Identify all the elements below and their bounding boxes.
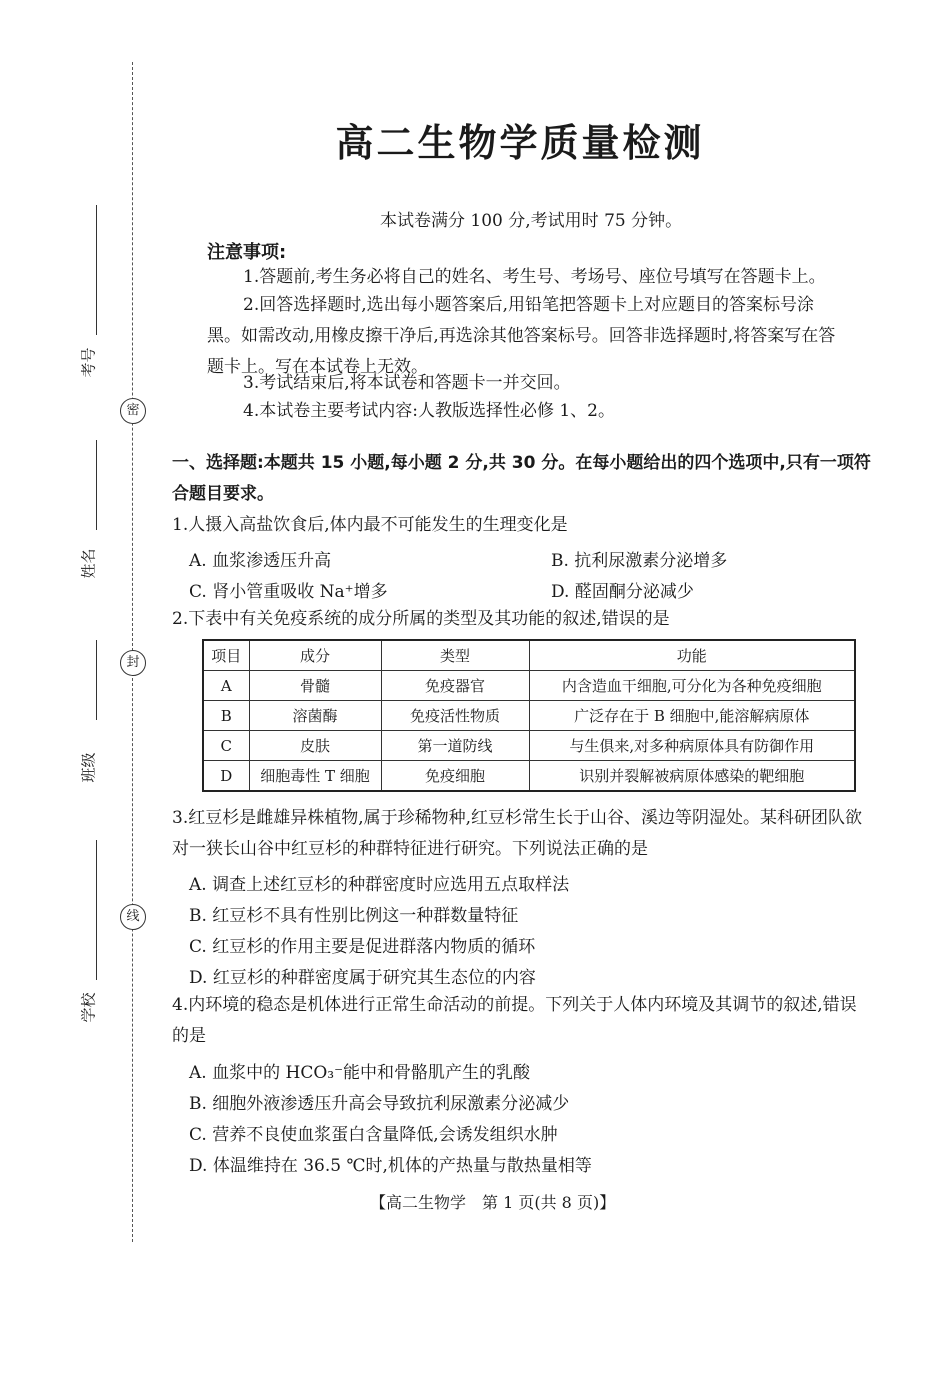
field-name[interactable] [72,440,112,600]
question-4-stem: 4.内环境的稳态是机体进行正常生命活动的前提。下列关于人体内环境及其调节的叙述,错误的是 [172,995,857,1046]
table-cell: A [203,671,249,701]
page-footer: 【高二生物学 第 1 页(共 8 页)】 [370,1193,616,1212]
table-cell: 免疫器官 [381,671,529,701]
name-label: 姓名 [79,548,98,579]
table-cell: 皮肤 [249,731,381,761]
table-cell: 第一道防线 [381,731,529,761]
q4-option-b[interactable]: B. 细胞外液渗透压升高会导致抗利尿激素分泌减少 [189,1094,570,1114]
table-cell: D [203,761,249,792]
table-cell: 免疫活性物质 [381,701,529,731]
field-exam-number[interactable] [72,205,112,415]
table-cell: 广泛存在于 B 细胞中,能溶解病原体 [529,701,855,731]
q1-option-d[interactable]: D. 醛固酮分泌减少 [551,582,694,602]
table-row [203,671,855,701]
notes-heading: 注意事项: [207,242,287,263]
table-row [203,701,855,731]
table-cell: 骨髓 [249,671,381,701]
q1-option-c[interactable]: C. 肾小管重吸收 Na⁺增多 [189,582,388,602]
table-header-cell: 功能 [529,640,855,671]
note-item-4: 4.本试卷主要考试内容:人教版选择性必修 1、2。 [243,401,615,421]
immune-system-table [202,639,856,792]
table-cell: 与生俱来,对多种病原体具有防御作用 [529,731,855,761]
q1-option-b[interactable]: B. 抗利尿激素分泌增多 [551,551,728,571]
class-line [96,640,97,720]
question-3-stem: 3.红豆杉是雌雄异株植物,属于珍稀物种,红豆杉常生长于山谷、溪边等阴湿处。某科研团队欲对一狭长山谷中红豆杉的种群特征进行研究。下列说法正确的是 [172,808,863,859]
seal-mi: 密 [120,398,146,424]
school-label: 学校 [79,992,98,1023]
q3-option-a[interactable]: A. 调查上述红豆杉的种群密度时应选用五点取样法 [189,875,570,895]
table-cell: 细胞毒性 T 细胞 [249,761,381,792]
table-header-row [203,640,855,671]
table-cell: 识别并裂解被病原体感染的靶细胞 [529,761,855,792]
q3-option-b[interactable]: B. 红豆杉不具有性别比例这一种群数量特征 [189,906,519,926]
q1-option-a[interactable]: A. 血浆渗透压升高 [189,551,332,571]
table-header-cell: 成分 [249,640,381,671]
school-line [96,840,97,980]
table-row [203,731,855,761]
exam-intro: 本试卷满分 100 分,考试用时 75 分钟。 [380,211,683,231]
table-cell: B [203,701,249,731]
table-cell: 免疫细胞 [381,761,529,792]
note-item-1: 1.答题前,考生务必将自己的姓名、考生号、考场号、座位号填写在答题卡上。 [243,267,826,287]
class-label: 班级 [79,752,98,783]
name-line [96,440,97,530]
table-cell: C [203,731,249,761]
table-cell: 内含造血干细胞,可分化为各种免疫细胞 [529,671,855,701]
question-2-stem: 2.下表中有关免疫系统的成分所属的类型及其功能的叙述,错误的是 [172,609,670,629]
exam-number-label: 考号 [79,347,98,378]
section-heading-text: 一、选择题:本题共 15 小题,每小题 2 分,共 30 分。在每小题给出的四个选项中,只有一项符合题目要求。 [172,453,871,504]
q4-option-a[interactable]: A. 血浆中的 HCO₃⁻能中和骨骼肌产生的乳酸 [189,1063,531,1083]
seal-feng: 封 [120,650,146,676]
table-cell: 溶菌酶 [249,701,381,731]
note-item-2: 2.回答选择题时,选出每小题答案后,用铅笔把答题卡上对应题目的答案标号涂黑。如需改动,用橡皮擦干净后,再选涂其他答案标号。回答非选择题时,将答案写在答题卡上。写在本试卷上无效。 [207,295,836,377]
table-header-cell: 类型 [381,640,529,671]
table-row [203,761,855,792]
exam-number-line [96,205,97,335]
seal-xian: 线 [120,904,146,930]
q3-option-c[interactable]: C. 红豆杉的作用主要是促进群落内物质的循环 [189,937,536,957]
note-item-3: 3.考试结束后,将本试卷和答题卡一并交回。 [243,373,571,393]
field-school[interactable] [72,840,112,1040]
question-1-stem: 1.人摄入高盐饮食后,体内最不可能发生的生理变化是 [172,515,568,535]
table-header-cell: 项目 [203,640,249,671]
field-class[interactable] [72,640,112,790]
q3-option-d[interactable]: D. 红豆杉的种群密度属于研究其生态位的内容 [189,968,536,988]
section-heading [172,448,872,510]
q4-option-c[interactable]: C. 营养不良使血浆蛋白含量降低,会诱发组织水肿 [189,1125,558,1145]
page-title: 高二生物学质量检测 [335,121,705,165]
q4-option-d[interactable]: D. 体温维持在 36.5 ℃时,机体的产热量与散热量相等 [189,1156,592,1176]
